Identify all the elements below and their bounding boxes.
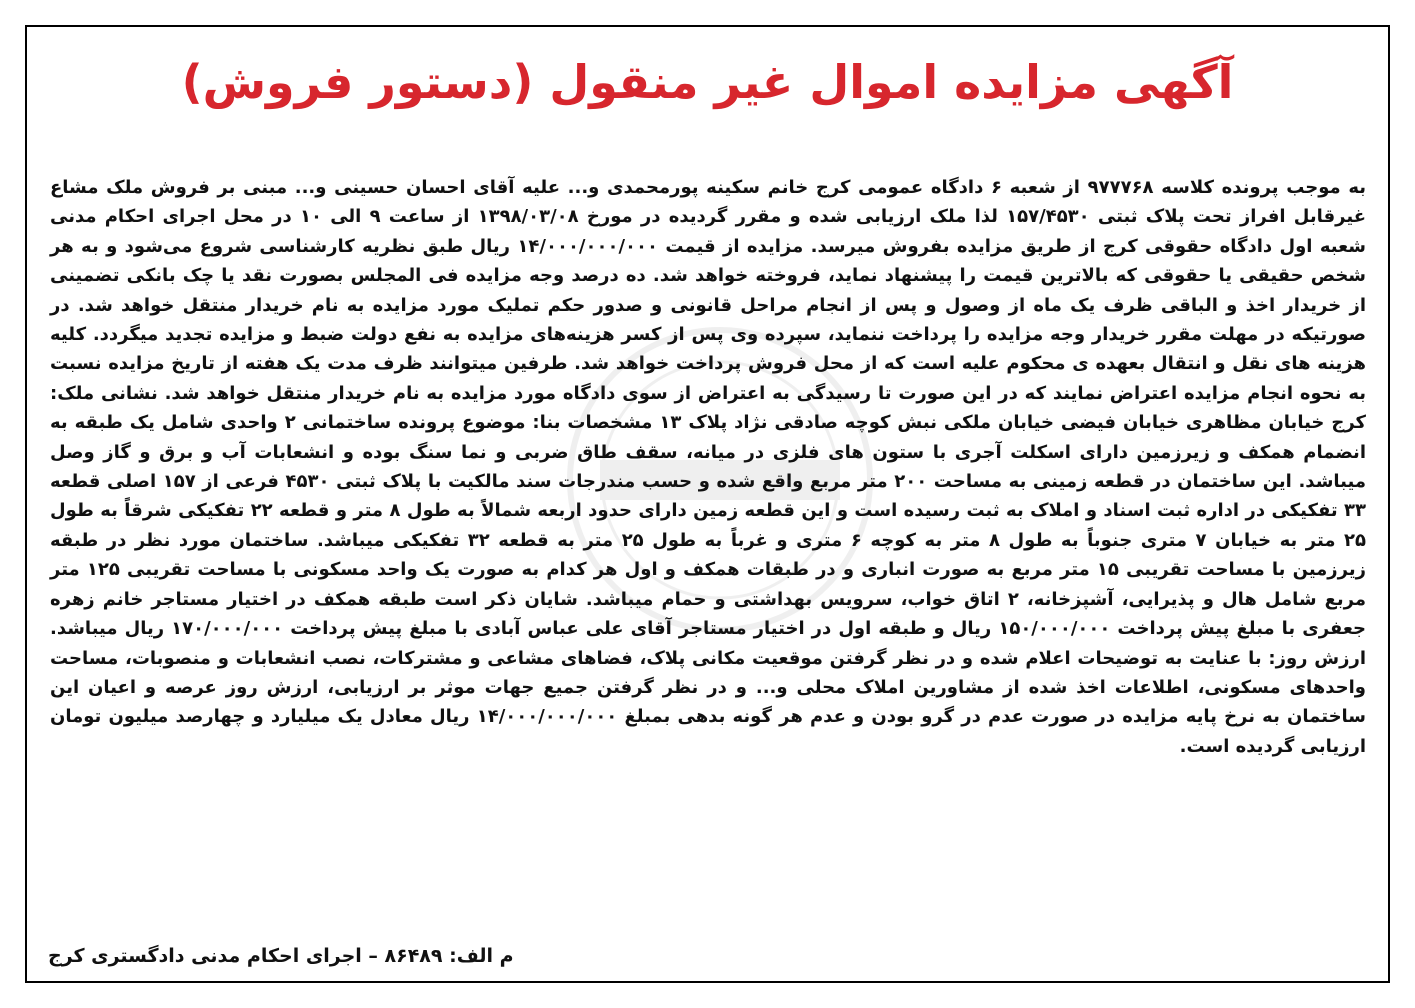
notice-body: به موجب پرونده کلاسه ۹۷۷۷۶۸ از شعبه ۶ دادگاه عمومی کرج خانم سکینه پورمحمدی و... علیه آقای احسان حسینی و... مبنی بر فروش ملک مشاع غیرقابل افراز تحت پلاک ثبتی ۱۵۷/۴۵۳۰ لذا ملک ارزیابی شده و مقرر گردیده در مورخ ۱۳۹۸/۰۳/۰۸ از ساعت ۹ الی ۱۰ در محل اجرای احکام مدنی شعبه اول دادگاه حقوقی کرج از طریق مزایده بفروش میرسد. مزایده از قیمت ۱۴/۰۰۰/۰۰۰/۰۰۰ ریال طبق نظریه کارشناسی شروع می‌شود و به هر شخص حقیقی یا حقوقی که بالاترین قیمت را پیشنهاد نماید، فروخته خواهد شد. ده درصد وجه مزایده فی المجلس بصورت نقد یا چک بانکی تضمینی از خریدار اخذ و الباقی ظرف یک ماه از وصول و پس از انجام مراحل قانونی و صدور حکم تملیک مورد مزایده به نام خریدار منتقل خواهد شد. در صورتیکه در مهلت مقرر خریدار وجه مزایده را پرداخت ننماید، سپرده وی پس از کسر هزینه‌های مزایده به نفع دولت ضبط و مزایده تجدید میگردد. کلیه هزینه های نقل و انتقال بعهده ی محکوم علیه است که از محل فروش پرداخت خواهد شد. طرفین میتوانند ظرف مدت یک هفته از تاریخ مزایده نسبت به نحوه انجام مزایده اعتراض نمایند که در این صورت تا رسیدگی به اعتراض از سوی دادگاه مورد مزایده به نام خریدار منتقل خواهد شد. نشانی ملک: کرج خیابان مظاهری خیابان فیضی خیابان ملکی نبش کوچه صادقی نژاد پلاک ۱۳ مشخصات بنا: موضوع پرونده ساختمانی ۲ واحدی شامل یک طبقه به انضمام همکف و زیرزمین دارای اسکلت آجری با ستون های فلزی در میانه، سقف طاق ضربی و نما سنگ بوده و انشعابات آب و برق و گاز وصل میباشد. این ساختمان در قطعه زمینی به مساحت ۲۰۰ متر مربع واقع شده و حسب مندرجات سند مالکیت با پلاک ثبتی ۴۵۳۰ فرعی از ۱۵۷ اصلی قطعه ۳۳ تفکیکی در اداره ثبت اسناد و املاک به ثبت رسیده است و این قطعه زمین دارای حدود اربعه شمالاً به طول ۸ متر و قطعه ۲۲ تفکیکی شرقاً به طول ۲۵ متر به خیابان ۷ متری جنوباً به طول ۸ متر به کوچه ۶ متری و غرباً به طول ۲۵ متر به قطعه ۳۲ تفکیکی میباشد. ساختمان مورد نظر در طبقه زیرزمین با مساحت تقریبی ۱۵ متر مربع به صورت انباری و در طبقات همکف و اول هر کدام به صورت یک واحد مسکونی با مساحت تقریبی ۱۲۵ متر مربع شامل هال و پذیرایی، آشپزخانه، ۲ اتاق خواب، سرویس بهداشتی و حمام میباشد. شایان ذکر است طبقه همکف در اختیار مستاجر خانم زهره جعفری با مبلغ پیش پرداخت ۱۵۰/۰۰۰/۰۰۰ ریال و طبقه اول در اختیار مستاجر آقای علی عباس آبادی با مبلغ پیش پرداخت ۱۷۰/۰۰۰/۰۰۰ ریال میباشد. ارزش روز: با عنایت به توضیحات اعلام شده و در نظر گرفتن موقعیت مکانی پلاک، فضاهای مشاعی و مشترکات، نصب انشعابات و منصوبات، مساحت واحدهای مسکونی، اطلاعات اخذ شده از مشاورین املاک محلی و... و در نظر گرفتن جمیع جهات موثر بر ارزیابی، ارزش روز عرصه و اعیان این ساختمان به نرخ پایه مزایده در صورت عدم در گرو بودن و عدم هر گونه بدهی بمبلغ ۱۴/۰۰۰/۰۰۰/۰۰۰ ریال معادل یک میلیارد و چهارصد میلیون تومان ارزیابی گردیده است.	[50, 177, 1367, 757]
notice-title: آگهی مزایده اموال غیر منقول (دستور فروش)	[181, 55, 1234, 109]
notice-footer: م الف: ۸۶۴۸۹ – اجرای احکام مدنی دادگستری کرج	[48, 945, 514, 967]
